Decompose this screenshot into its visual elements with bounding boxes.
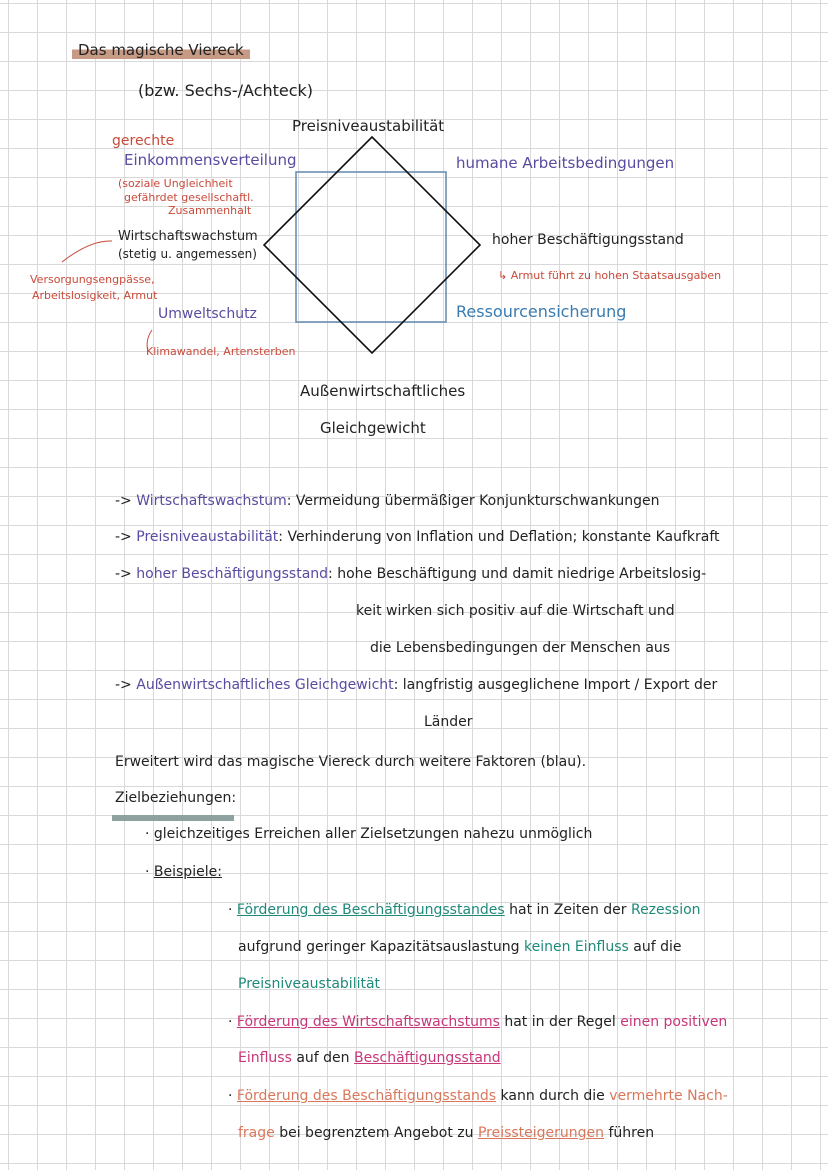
ex2-text: hat in der Regel (499, 1014, 621, 1030)
def-growth (115, 493, 659, 509)
note-income-3: Zusammenhalt (168, 204, 252, 217)
example-3-line1: · Förderung des Beschäftigungsstands kann durch die vermehrte Nach- (228, 1088, 728, 1104)
note-income-2: gefährdet gesellschaftl. (124, 191, 254, 204)
ex2-term: Förderung des Wirtschaftswachstums (236, 1014, 500, 1030)
bullet-1-text: gleichzeitiges Erreichen aller Zielsetzungen nahezu unmöglich (153, 826, 593, 842)
def-text: : hohe Beschäftigung und damit niedrige Arbeitslosig- (328, 566, 707, 582)
ex2-employment: Beschäftigungsstand (354, 1050, 501, 1066)
term-growth: Wirtschaftswachstum (136, 493, 287, 509)
example-1-line2 (238, 939, 681, 955)
example-1-line3: Preisniveaustabilität (238, 976, 381, 992)
label-external-balance-1: Außenwirtschaftliches (300, 382, 466, 400)
label-external-balance-2: Gleichgewicht (320, 419, 426, 437)
def-employment-line2: keit wirken sich positiv auf die Wirtschaft und (356, 603, 675, 619)
example-3-line2 (238, 1125, 654, 1141)
ex3-demand: vermehrte Nach- (609, 1088, 728, 1104)
arrow: -> (115, 529, 132, 545)
example-2-line1: · Förderung des Wirtschaftswachstums hat in der Regel einen positiven (228, 1014, 728, 1030)
label-income-2: Einkommensverteilung (124, 151, 297, 169)
example-2-line2 (238, 1050, 501, 1066)
def-text: : Vermeidung übermäßiger Konjunkturschwankungen (286, 493, 660, 509)
def-employment-line3: die Lebensbedingungen der Menschen aus (370, 640, 671, 656)
label-working-conditions: humane Arbeitsbedingungen (456, 154, 675, 172)
note-environment: Klimawandel, Artensterben (146, 345, 296, 358)
def-external-line2: Länder (424, 714, 473, 730)
term-employment: hoher Beschäftigungsstand (136, 566, 329, 582)
arrow: -> (115, 566, 132, 582)
note-income-1: (soziale Ungleichheit (118, 177, 233, 190)
bullet-2-text: Beispiele: (153, 864, 222, 880)
term-external: Außenwirtschaftliches Gleichgewicht (136, 677, 394, 693)
ex1-text2: aufgrund geringer Kapazitätsauslastung (238, 939, 524, 955)
label-employment: hoher Beschäftigungsstand (492, 232, 684, 248)
note-employment: ↳ Armut führt zu hohen Staatsausgaben (498, 269, 722, 282)
ex3-text: kann durch die (496, 1088, 610, 1104)
term-price: Preisniveaustabilität (136, 529, 279, 545)
label-environment: Umweltschutz (158, 306, 257, 322)
subtitle: (bzw. Sechs-/Achteck) (138, 81, 314, 100)
arrow: -> (115, 677, 132, 693)
ex1-recession: Rezession (630, 902, 701, 918)
label-income-1: gerechte (112, 133, 175, 149)
ex1-text3: auf die (628, 939, 682, 955)
relations-heading: Zielbeziehungen: (115, 790, 237, 806)
label-resources: Ressourcensicherung (456, 302, 627, 321)
bullet-1: · gleichzeitiges Erreichen aller Zielsetzungen nahezu unmöglich (145, 826, 593, 842)
ex2-positive: einen positiven (620, 1014, 728, 1030)
heading-underline (112, 815, 234, 821)
label-price-stability: Preisniveaustabilität (292, 117, 445, 135)
def-employment (115, 566, 706, 582)
ex3-text2: bei begrenztem Angebot zu (274, 1125, 478, 1141)
ex2-text2: auf den (291, 1050, 354, 1066)
label-growth-1: Wirtschaftswachstum (118, 229, 258, 244)
note-growth-2: Arbeitslosigkeit, Armut (32, 289, 158, 302)
ex3-demand2: frage (238, 1125, 275, 1141)
def-external (115, 677, 717, 693)
bullet-2: · Beispiele: (145, 864, 222, 880)
ex1-term: Förderung des Beschäftigungsstandes (236, 902, 505, 918)
note-growth-1: Versorgungsengpässe, (30, 273, 155, 286)
ex1-text: hat in Zeiten der (504, 902, 631, 918)
page-title: Das magische Viereck (72, 42, 250, 59)
ex1-no-influence: keinen Einfluss (523, 939, 629, 955)
example-1-line1: · Förderung des Beschäftigungsstandes hat in Zeiten der Rezession (228, 902, 701, 918)
extension-note: Erweitert wird das magische Viereck durch weitere Faktoren (blau). (115, 754, 587, 770)
arrow: -> (115, 493, 132, 509)
ex2-influence: Einfluss (238, 1050, 292, 1066)
def-text: : Verhinderung von Inflation und Deflation; konstante Kaufkraft (278, 529, 720, 545)
def-price (115, 529, 720, 545)
ex3-price-increase: Preissteigerungen (477, 1125, 605, 1141)
label-growth-2: (stetig u. angemessen) (118, 247, 257, 261)
ex3-term: Förderung des Beschäftigungsstands (236, 1088, 497, 1104)
ex3-text3: führen (604, 1125, 655, 1141)
annotation-curve-left (62, 241, 112, 262)
def-text: : langfristig ausgeglichene Import / Export der (393, 677, 718, 693)
